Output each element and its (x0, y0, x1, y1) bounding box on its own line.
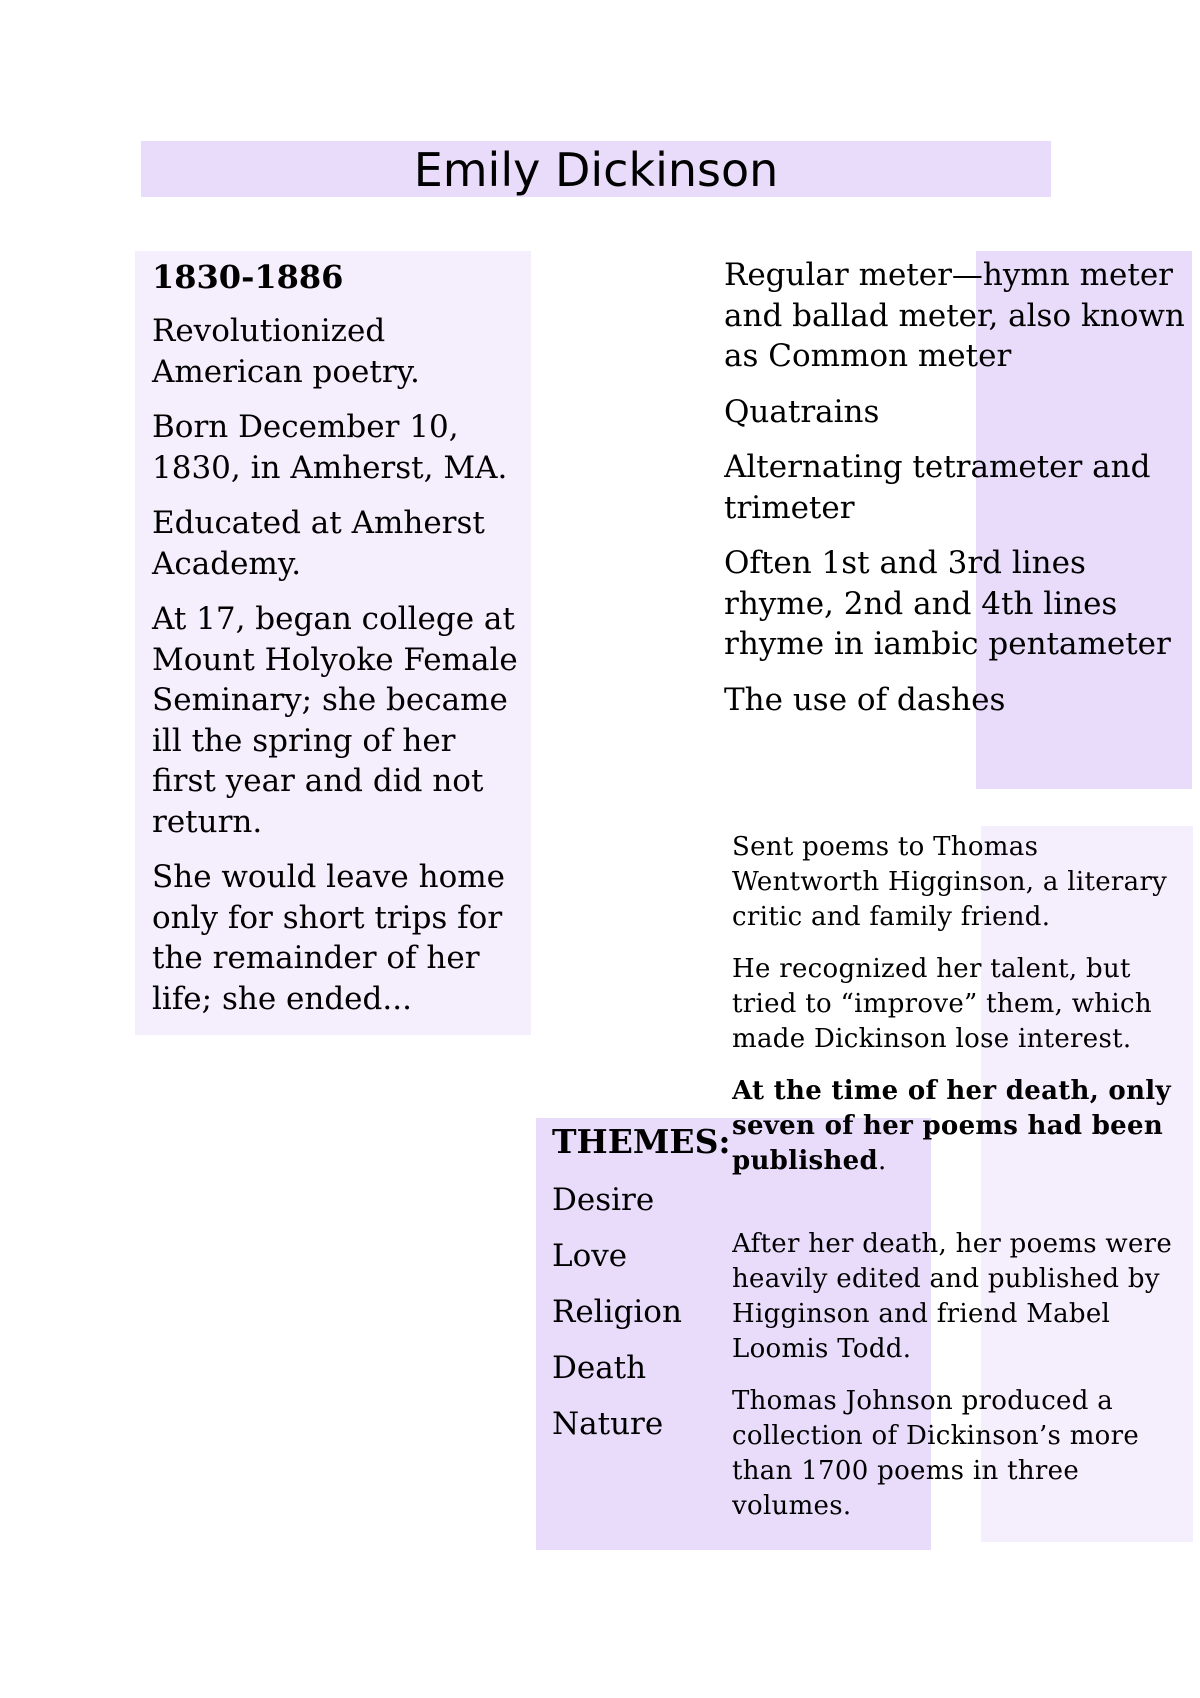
sentence-end: . (877, 1146, 887, 1176)
title-bar (141, 141, 1051, 197)
theme-item: Love (552, 1238, 628, 1274)
bio-paragraph: Born December 10, 1830, in Amherst, MA. (152, 409, 508, 486)
publication-paragraph: Sent poems to Thomas Wentworth Higginson, a literary critic and family friend. (732, 832, 1168, 932)
bio-paragraph: Revolutionized American poetry. (152, 313, 420, 390)
theme-item: Religion (552, 1294, 682, 1330)
theme-item: Desire (552, 1182, 655, 1218)
themes-list (552, 1122, 732, 1460)
publication-paragraph: After her death, her poems were heavily edited and published by Higginson and friend Mabel Loomis Todd. (732, 1229, 1173, 1364)
page-title: Emily Dickinson (413, 143, 779, 197)
poetic-style-list (724, 255, 1194, 780)
style-item: Alternating tetrameter and trimeter (724, 449, 1151, 526)
bio-paragraph: At 17, began college at Mount Holyoke Female Seminary; she became ill the spring of her first year and did not return. (152, 601, 518, 840)
life-years: 1830-1886 (152, 258, 344, 296)
publication-paragraph: Thomas Johnson produced a collection of Dickinson’s more than 1700 poems in three volumes. (732, 1386, 1140, 1521)
style-item: Often 1st and 3rd lines rhyme, 2nd and 4th lines rhyme in iambic pentameter (724, 545, 1171, 662)
theme-item: Nature (552, 1406, 664, 1442)
publication-history (732, 830, 1187, 1534)
publication-paragraph (732, 1074, 1187, 1179)
published-at-death-note: At the time of her death, only seven of her poems had been published (732, 1076, 1171, 1176)
bio-paragraph: Educated at Amherst Academy. (152, 505, 485, 582)
theme-item: Death (552, 1350, 647, 1386)
biography-box (135, 251, 531, 1035)
themes-heading: THEMES: (552, 1122, 731, 1161)
style-item: Quatrains (724, 393, 880, 430)
publication-paragraph: He recognized her talent, but tried to “improve” them, which made Dickinson lose interest. (732, 954, 1152, 1054)
style-item: The use of dashes (724, 681, 1006, 718)
style-item: Regular meter—hymn meter and ballad meter, also known as Common meter (724, 257, 1185, 374)
bio-paragraph: She would leave home only for short trips for the remainder of her life; she ended... (152, 859, 506, 1017)
